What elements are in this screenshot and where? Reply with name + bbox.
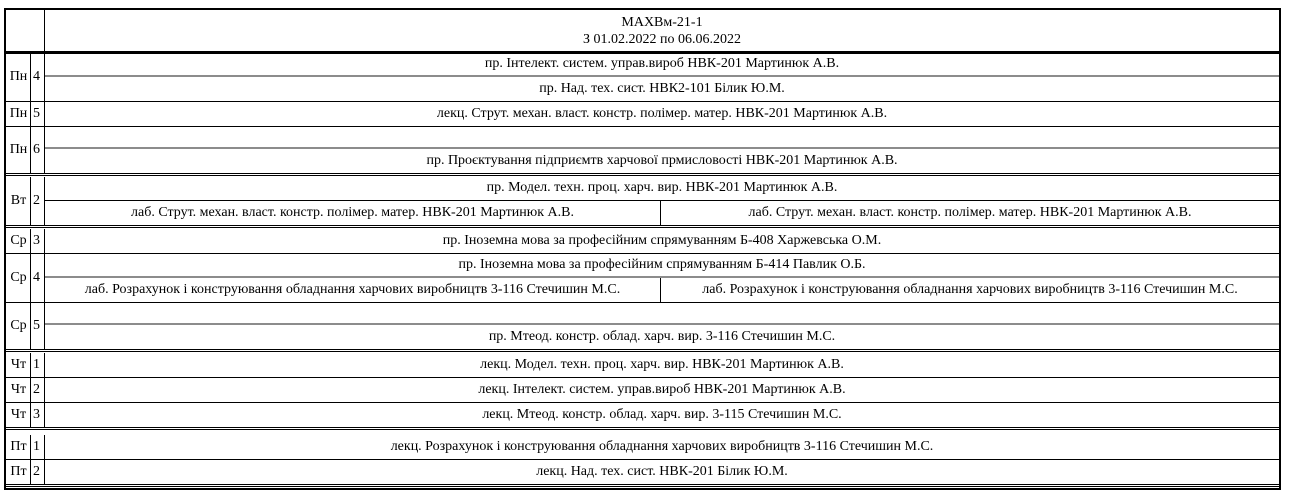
day-cell: Вт [6,177,31,225]
pair-number: 6 [31,127,45,173]
lesson-cell: пр. Іноземна мова за професійним спрямуванням Б-414 Павлик О.Б. [458,257,866,272]
period-title: З 01.02.2022 по 06.06.2022 [582,31,741,47]
pair-number: 1 [31,435,45,459]
day-cell: Пт [6,460,31,484]
pair-number: 2 [31,378,45,402]
lesson-cell-left: лаб. Розрахунок і конструювання обладнання харчових виробництв 3-116 Стечишин М.С. [45,278,661,302]
lesson-cell: пр. Іноземна мова за професійним спрямуванням Б-408 Харжевська О.М. [442,233,882,248]
pair-number: 1 [31,353,45,377]
lesson-cell: лекц. Над. тех. сист. НВК-201 Білик Ю.М. [536,464,788,479]
lesson-cell: лекц. Мтеод. констр. облад. харч. вир. 3-115 Стечишин М.С. [482,407,842,422]
pair-number: 3 [31,403,45,427]
header-bottom-line [6,53,1279,54]
lesson-cell: пр. Інтелект. систем. управ.вироб НВК-201 Мартинюк А.В. [484,56,840,71]
lesson-cell-right: лаб. Струт. механ. власт. констр. полімер. матер. НВК-201 Мартинюк А.В. [748,205,1192,220]
day-cell: Чт [6,403,31,427]
pair-number: 2 [31,177,45,225]
schedule-table [4,8,1281,490]
lesson-cell: лекц. Струт. механ. власт. констр. полімер. матер. НВК-201 Мартинюк А.В. [436,106,888,121]
day-separator [6,225,1279,228]
group-title: МАХВм-21-1 [621,14,703,30]
day-cell: Пт [6,435,31,459]
lesson-cell: пр. Проєктування підприємтв харчової прмисловості НВК-201 Мартинюк А.В. [426,153,898,168]
lesson-cell: лекц. Розрахунок і конструювання обладнання харчових виробництв 3-116 Стечишин М.С. [390,439,934,454]
day-cell: Чт [6,378,31,402]
table-bottom-separator [6,484,1279,487]
day-separator [6,349,1279,352]
lesson-cell: пр. Модел. техн. проц. харч. вир. НВК-201 Мартинюк А.В. [486,180,838,195]
pair-number: 3 [31,229,45,253]
day-separator [6,427,1279,430]
schedule-header [45,10,1279,51]
pair-number: 4 [31,53,45,101]
pair-number: 2 [31,460,45,484]
pair-number: 4 [31,254,45,302]
lesson-cell: пр. Над. тех. сист. НВК2-101 Білик Ю.М. [539,81,785,96]
pair-number: 5 [31,102,45,126]
lesson-cell: пр. Мтеод. констр. облад. харч. вир. 3-116 Стечишин М.С. [488,329,836,344]
lesson-cell: лекц. Модел. техн. проц. харч. вир. НВК-201 Мартинюк А.В. [480,357,844,372]
lesson-cell-right: лаб. Розрахунок і конструювання обладнання харчових виробництв 3-116 Стечишин М.С. [702,282,1238,297]
day-cell: Ср [6,229,31,253]
day-cell: Ср [6,254,31,302]
lesson-cell-empty [45,303,1279,323]
day-cell: Чт [6,353,31,377]
day-cell: Пн [6,102,31,126]
lesson-cell-left: лаб. Струт. механ. власт. констр. полімер. матер. НВК-201 Мартинюк А.В. [45,201,661,225]
lesson-cell: лекц. Інтелект. систем. управ.вироб НВК-201 Мартинюк А.В. [478,382,846,397]
day-cell: Пн [6,53,31,101]
day-cell: Пн [6,127,31,173]
day-cell: Ср [6,303,31,349]
lesson-cell-empty [45,127,1279,147]
day-separator [6,173,1279,176]
pair-number: 5 [31,303,45,349]
header-corner [6,10,45,51]
